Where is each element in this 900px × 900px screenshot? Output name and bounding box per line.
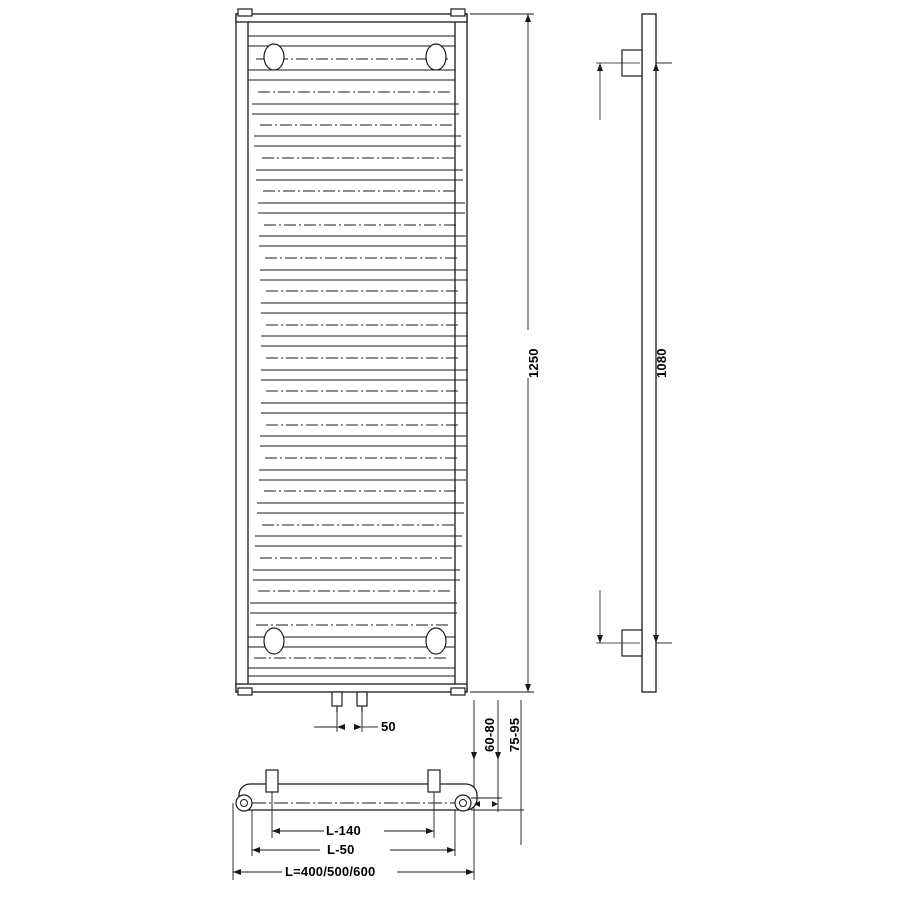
dim-label-side-height: 1080 (654, 348, 669, 378)
dim-label-front-height: 1250 (526, 348, 541, 378)
front-view-centre-marks (254, 59, 460, 658)
dim-label-depth-small: 60-80 (482, 717, 497, 752)
dim-label-plan-total: L=400/500/600 (285, 864, 376, 879)
dim-label-plan-inner: L-140 (326, 823, 361, 838)
dim-front-height (470, 14, 534, 692)
dim-center-spacing (314, 706, 378, 732)
dim-label-plan-mid: L-50 (327, 842, 355, 857)
front-view-rails (248, 36, 468, 676)
dim-label-depth-large: 75-95 (507, 717, 522, 752)
plan-connection-ticks (471, 798, 524, 810)
side-view-extension-lines (596, 63, 640, 643)
side-view-outline (622, 14, 656, 692)
dim-label-center-spacing: 50 (381, 719, 396, 734)
front-view-outline (236, 9, 467, 695)
